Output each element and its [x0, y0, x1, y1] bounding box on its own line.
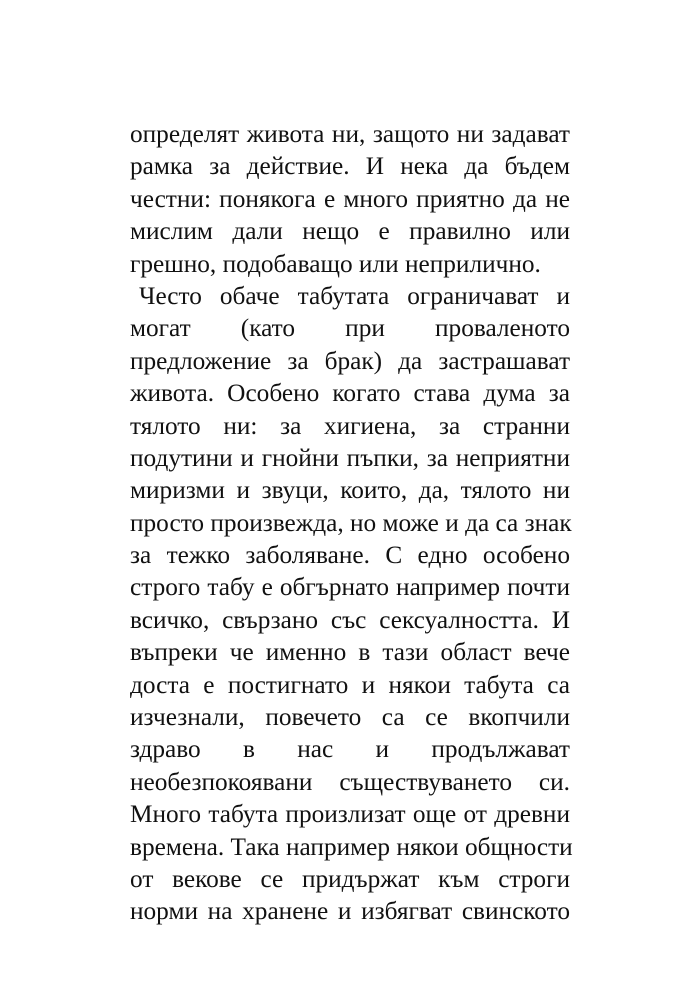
text-line: необезпокоявани съществуването си.	[130, 767, 570, 796]
text-line: изчезнали, повечето са се вкопчили	[130, 703, 570, 732]
text-line: подутини и гнойни пъпки, за неприятни	[130, 443, 570, 472]
text-line: живота. Особено когато става дума за	[130, 379, 570, 408]
text-line: норми на хранене и избягват свинското	[130, 897, 570, 926]
text-line: от векове се придържат към строги	[130, 864, 570, 893]
text-line: честни: понякога е много приятно да не	[130, 184, 570, 213]
text-line: здраво в нас и продължават	[130, 735, 570, 764]
text-line: доста е постигнато и някои табута са	[130, 670, 570, 699]
text-line: Много табута произлизат още от древни	[130, 800, 570, 829]
text-line: Често обаче табутата ограничават и	[139, 281, 570, 310]
text-line: въпреки че именно в тази област вече	[130, 638, 570, 667]
text-line: за тежко заболяване. С едно особено	[130, 541, 570, 570]
text-line: могат (като при проваленото	[130, 314, 570, 343]
text-line: просто произвежда, но може и да са знак	[130, 508, 572, 537]
text-line: предложение за брак) да застрашават	[130, 346, 570, 375]
text-line: миризми и звуци, които, да, тялото ни	[130, 476, 570, 505]
body-text	[130, 118, 573, 928]
text-line: всичко, свързано със сексуалността. И	[130, 605, 570, 634]
text-line: времена. Така например някои общности	[130, 832, 573, 861]
text-line: определят живота ни, защото ни задават	[130, 120, 570, 148]
text-line: рамка за действие. И нека да бъдем	[130, 152, 570, 181]
text-line: строго табу е обгърнато например почти	[130, 573, 570, 602]
text-line: грешно, подобаващо или неприлично.	[130, 249, 541, 278]
text-line: мислим дали нещо е правилно или	[130, 217, 570, 246]
text-line: тялото ни: за хигиена, за странни	[130, 411, 570, 440]
